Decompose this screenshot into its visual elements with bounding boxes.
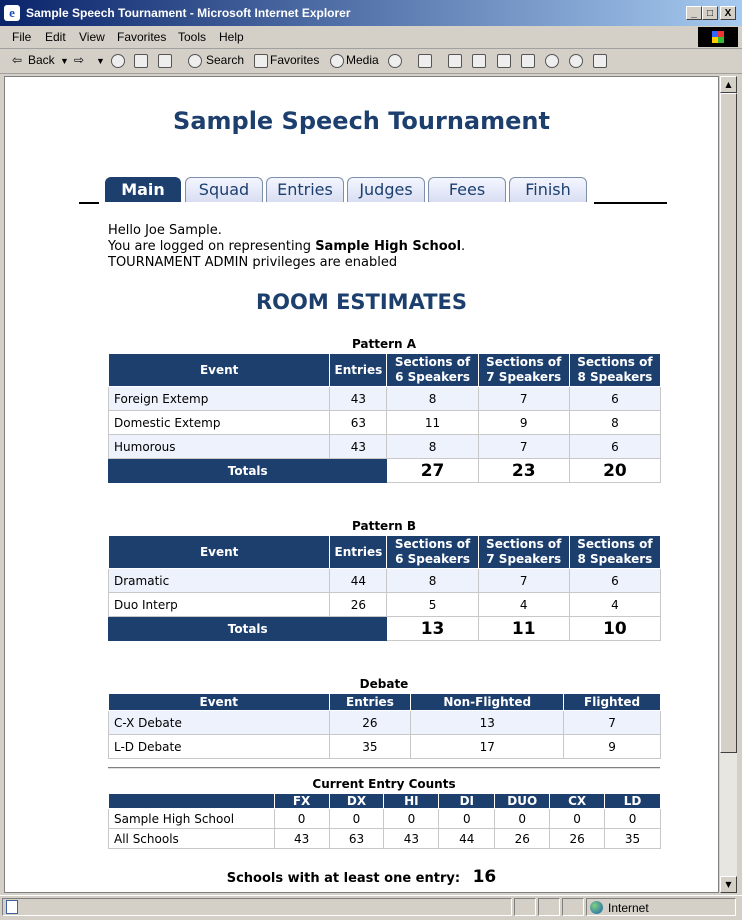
favorites-icon[interactable]	[254, 54, 268, 68]
col-event: Event	[109, 694, 330, 711]
home-icon[interactable]	[158, 54, 172, 68]
debate-table	[108, 693, 661, 759]
sections-6-cell: 5	[387, 593, 478, 617]
back-button[interactable]: Back	[28, 53, 55, 67]
discuss-icon[interactable]	[497, 54, 511, 68]
col-event: Event	[109, 354, 330, 387]
event-name: Domestic Extemp	[109, 411, 330, 435]
security-zone: Internet	[608, 901, 649, 915]
totals-row	[109, 459, 661, 483]
total-sections-6: 13	[387, 617, 478, 641]
pattern-a-table	[108, 353, 661, 483]
messenger-icon[interactable]	[545, 54, 559, 68]
stop-icon[interactable]	[111, 54, 125, 68]
table-row	[109, 809, 661, 829]
totals-label: Totals	[109, 459, 387, 483]
ie-logo-icon: e	[4, 5, 20, 21]
menu-tools[interactable]: Tools	[178, 30, 207, 44]
totals-row	[109, 617, 661, 641]
scroll-down-icon[interactable]: ▼	[720, 876, 737, 893]
col-dx: DX	[329, 794, 384, 809]
media-icon[interactable]	[330, 54, 344, 68]
tab-squad[interactable]: Squad	[185, 177, 263, 202]
col-ld: LD	[605, 794, 661, 809]
extra-tool-icon[interactable]	[593, 54, 607, 68]
vertical-scrollbar[interactable]	[720, 76, 737, 893]
sections-8-cell: 6	[569, 435, 660, 459]
total-sections-8: 10	[569, 617, 660, 641]
entries-cell: 35	[329, 735, 411, 759]
tab-finish[interactable]: Finish	[509, 177, 587, 202]
count-cell: 0	[329, 809, 384, 829]
count-cell: 0	[439, 809, 495, 829]
sections-8-cell: 8	[569, 411, 660, 435]
event-name: Dramatic	[109, 569, 330, 593]
page-title: Sample Speech Tournament	[173, 107, 550, 135]
flighted-cell: 7	[564, 711, 661, 735]
event-name: Duo Interp	[109, 593, 330, 617]
col-entries: Entries	[330, 536, 387, 569]
col-school	[109, 794, 275, 809]
totals-label: Totals	[109, 617, 387, 641]
col-entries: Entries	[329, 694, 411, 711]
pattern-b-caption: Pattern B	[352, 519, 416, 533]
research-icon[interactable]	[521, 54, 535, 68]
sections-6-cell: 8	[387, 387, 478, 411]
sections-8-cell: 6	[569, 387, 660, 411]
non-flighted-cell: 13	[411, 711, 564, 735]
search-icon[interactable]	[188, 54, 202, 68]
sections-7-cell: 9	[478, 411, 569, 435]
entries-cell: 26	[330, 593, 387, 617]
page-content	[4, 76, 719, 893]
col-sections-7: Sections of 7 Speakers	[478, 536, 569, 569]
schools-label: Schools with at least one entry:	[226, 871, 461, 886]
event-name: Humorous	[109, 435, 330, 459]
nav-tabs	[79, 177, 667, 203]
sections-6-cell: 8	[387, 569, 478, 593]
sections-7-cell: 7	[478, 569, 569, 593]
schools-count: 16	[472, 867, 497, 887]
entry-counts-table	[108, 793, 661, 849]
status-cell	[514, 898, 536, 916]
schools-with-entries	[5, 867, 718, 887]
count-cell: 0	[384, 809, 439, 829]
debate-caption: Debate	[359, 677, 409, 691]
table-row	[109, 387, 661, 411]
count-cell: 26	[495, 829, 550, 849]
greeting	[108, 223, 465, 271]
sections-7-cell: 7	[478, 435, 569, 459]
table-row	[109, 829, 661, 849]
col-cx: CX	[550, 794, 605, 809]
chat-icon[interactable]	[569, 54, 583, 68]
pattern-a-caption: Pattern A	[351, 337, 417, 351]
col-flighted: Flighted	[564, 694, 661, 711]
menu-favorites[interactable]: Favorites	[117, 30, 167, 44]
greeting-hello: Hello Joe Sample.	[108, 223, 222, 238]
sections-7-cell: 4	[478, 593, 569, 617]
greeting-logged-on: You are logged on representing Sample High School.	[108, 239, 466, 254]
scroll-thumb[interactable]	[720, 93, 737, 753]
sections-7-cell: 7	[478, 387, 569, 411]
pattern-b-table	[108, 535, 661, 641]
divider	[108, 767, 660, 769]
col-non-flighted: Non-Flighted	[411, 694, 564, 711]
table-row	[109, 411, 661, 435]
admin-notice: TOURNAMENT ADMIN privileges are enabled	[108, 255, 398, 270]
tab-line-left	[79, 202, 99, 204]
event-name: Foreign Extemp	[109, 387, 330, 411]
back-dropdown-icon[interactable]: ▼	[60, 56, 69, 66]
entries-cell: 44	[330, 569, 387, 593]
non-flighted-cell: 17	[411, 735, 564, 759]
print-icon[interactable]	[448, 54, 462, 68]
event-name: C-X Debate	[109, 711, 330, 735]
total-sections-6: 27	[387, 459, 478, 483]
count-cell: 0	[274, 809, 329, 829]
event-name: L-D Debate	[109, 735, 330, 759]
tab-entries[interactable]: Entries	[266, 177, 344, 202]
forward-arrow-icon[interactable]: ⇨	[74, 53, 85, 67]
counts-caption: Current Entry Counts	[312, 777, 456, 791]
tab-main[interactable]: Main	[105, 177, 181, 202]
maximize-button[interactable]: □	[702, 6, 718, 20]
status-text-cell	[2, 898, 512, 916]
total-sections-7: 23	[478, 459, 569, 483]
table-row	[109, 711, 661, 735]
mail-icon[interactable]	[418, 54, 432, 68]
sections-8-cell: 6	[569, 569, 660, 593]
total-sections-7: 11	[478, 617, 569, 641]
col-hi: HI	[384, 794, 439, 809]
count-cell: 63	[329, 829, 384, 849]
entries-cell: 26	[329, 711, 411, 735]
col-sections-8: Sections of 8 Speakers	[569, 354, 660, 387]
school-name-cell: Sample High School	[109, 809, 275, 829]
minimize-button[interactable]: _	[686, 6, 702, 20]
back-arrow-icon[interactable]: ⇦	[12, 53, 23, 67]
sections-6-cell: 8	[387, 435, 478, 459]
school-name: Sample High School	[315, 239, 462, 254]
sections-6-cell: 11	[387, 411, 478, 435]
refresh-icon[interactable]	[134, 54, 148, 68]
col-di: DI	[439, 794, 495, 809]
page-icon	[6, 900, 18, 914]
menu-view[interactable]: View	[79, 30, 105, 44]
count-cell: 0	[550, 809, 605, 829]
school-name-cell: All Schools	[109, 829, 275, 849]
table-row	[109, 435, 661, 459]
scroll-up-icon[interactable]: ▲	[720, 76, 737, 93]
status-bar	[0, 895, 742, 920]
total-sections-8: 20	[569, 459, 660, 483]
globe-icon	[590, 901, 603, 914]
count-cell: 43	[274, 829, 329, 849]
search-button[interactable]: Search	[206, 53, 245, 67]
windows-logo-icon	[698, 27, 738, 47]
col-sections-6: Sections of 6 Speakers	[387, 536, 478, 569]
table-row	[109, 569, 661, 593]
edit-icon[interactable]	[472, 54, 486, 68]
window-title: Sample Speech Tournament - Microsoft Internet Explorer	[26, 6, 351, 20]
tab-fees[interactable]: Fees	[428, 177, 506, 202]
count-cell: 43	[384, 829, 439, 849]
count-cell: 35	[605, 829, 661, 849]
entries-cell: 63	[330, 411, 387, 435]
table-row	[109, 593, 661, 617]
menu-help[interactable]: Help	[219, 30, 244, 44]
count-cell: 0	[495, 809, 550, 829]
entries-cell: 43	[330, 435, 387, 459]
count-cell: 0	[605, 809, 661, 829]
history-icon[interactable]	[388, 54, 402, 68]
status-cell	[562, 898, 584, 916]
forward-dropdown-icon[interactable]: ▼	[96, 56, 105, 66]
col-fx: FX	[274, 794, 329, 809]
col-event: Event	[109, 536, 330, 569]
sections-8-cell: 4	[569, 593, 660, 617]
entries-cell: 43	[330, 387, 387, 411]
tab-judges[interactable]: Judges	[347, 177, 425, 202]
browser-toolbar	[0, 49, 742, 74]
status-cell	[538, 898, 560, 916]
favorites-button[interactable]: Favorites	[270, 53, 320, 67]
col-sections-7: Sections of 7 Speakers	[478, 354, 569, 387]
window-titlebar	[0, 0, 742, 26]
col-entries: Entries	[330, 354, 387, 387]
count-cell: 26	[550, 829, 605, 849]
menu-edit[interactable]: Edit	[45, 30, 66, 44]
close-button[interactable]: X	[720, 6, 736, 20]
room-estimates-heading: ROOM ESTIMATES	[255, 290, 467, 314]
col-sections-6: Sections of 6 Speakers	[387, 354, 478, 387]
flighted-cell: 9	[564, 735, 661, 759]
table-row	[109, 735, 661, 759]
col-sections-8: Sections of 8 Speakers	[569, 536, 660, 569]
menu-file[interactable]: File	[12, 30, 32, 44]
tab-line-right	[594, 202, 667, 204]
count-cell: 44	[439, 829, 495, 849]
menu-bar	[0, 26, 742, 49]
col-duo: DUO	[495, 794, 550, 809]
media-button[interactable]: Media	[346, 53, 379, 67]
